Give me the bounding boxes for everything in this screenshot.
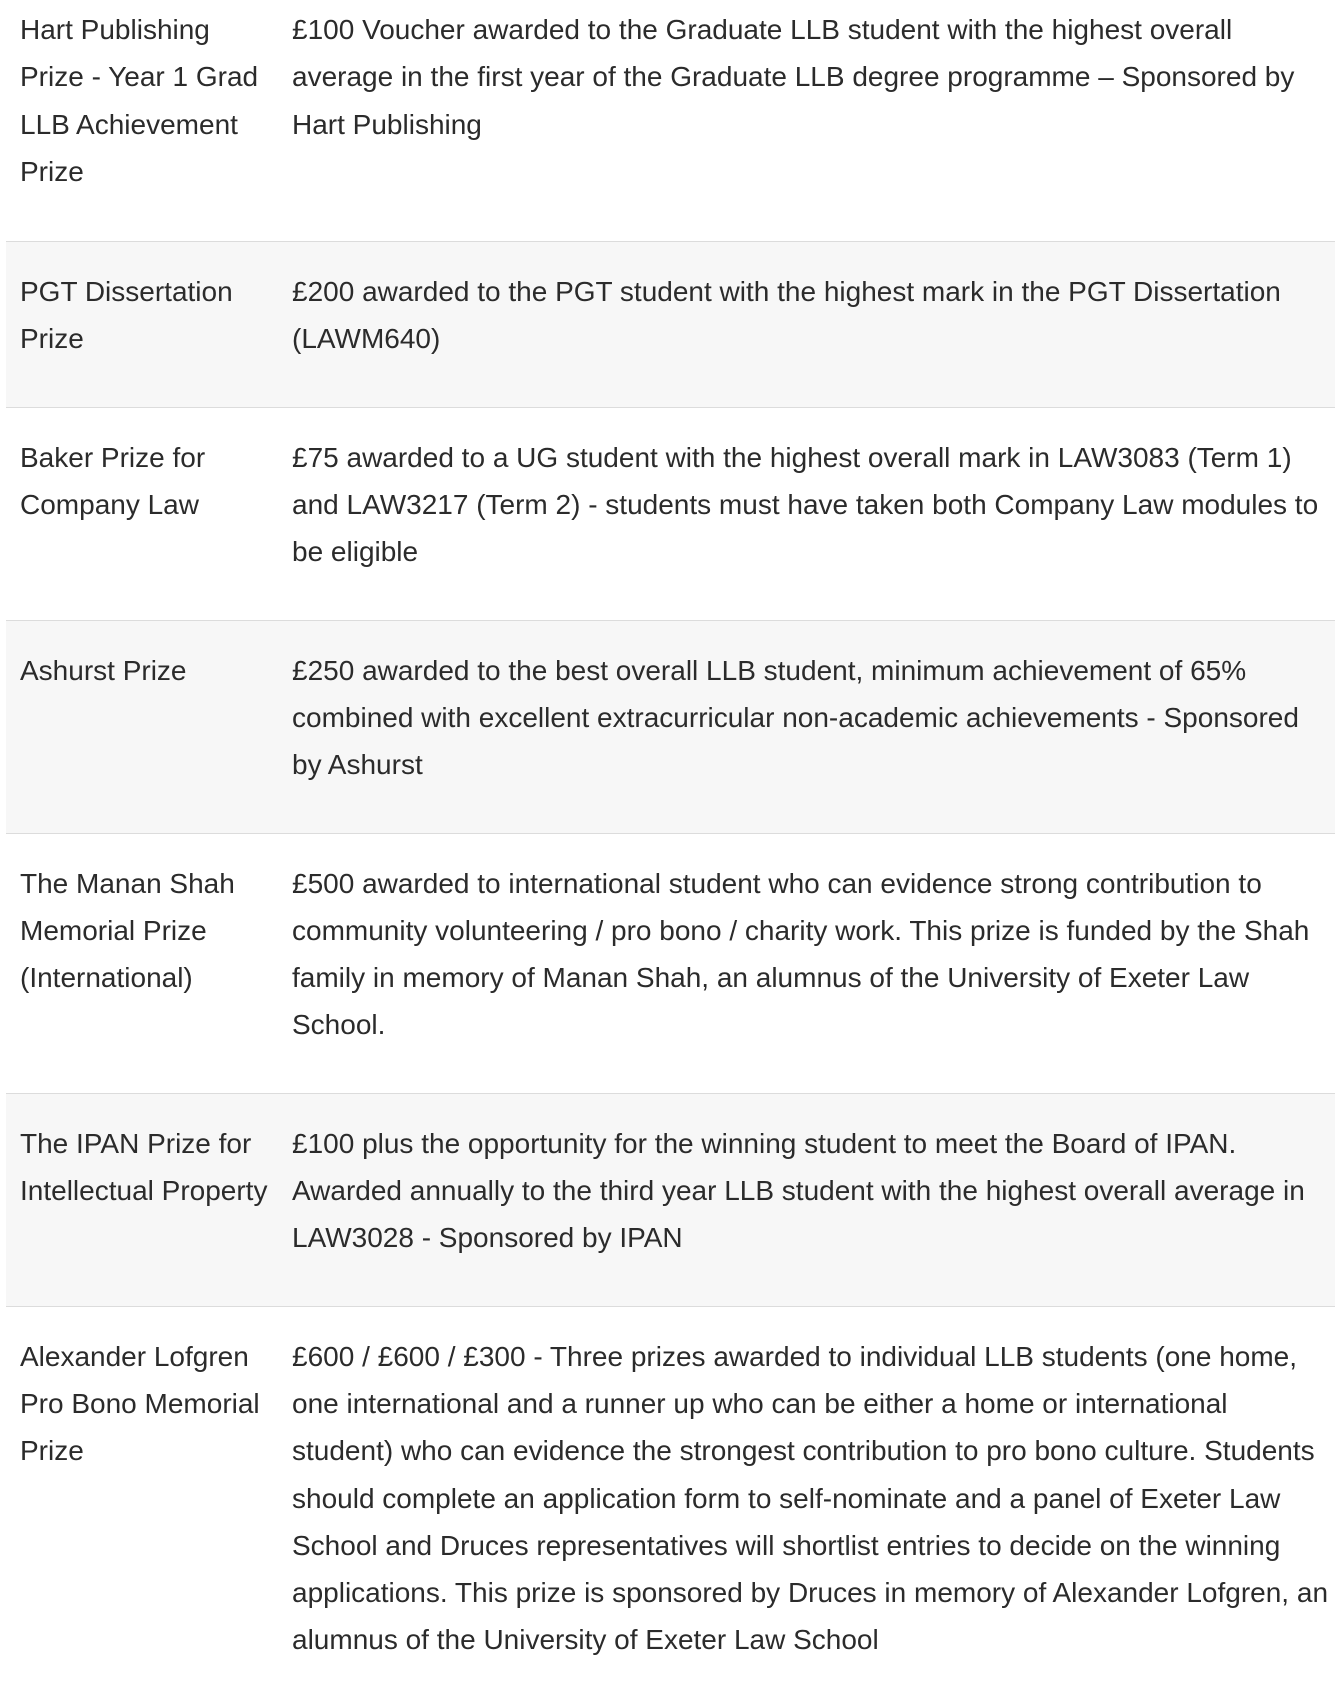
table-row [6, 620, 1335, 833]
prize-description: £600 / £600 / £300 - Three prizes awarded to individual LLB students (one home, one international and a runner up who can be either a home or international student) who can evidence the strongest contribution to pro bono culture. Students should complete an application form to self-nominate and a panel of Exeter Law School and Druces representatives will shortlist entries to decide on the winning applications. This prize is sponsored by Druces in memory of Alexander Lofgren, an alumnus of the University of Exeter Law School [276, 1306, 1335, 1668]
prize-name: Baker Prize for Company Law [6, 407, 276, 620]
prizes-table [6, 0, 1335, 1668]
prize-name: Hart Publishing Prize - Year 1 Grad LLB Achievement Prize [20, 14, 259, 187]
table-row [6, 407, 1335, 620]
prize-description: £250 awarded to the best overall LLB student, minimum achievement of 65% combined with excellent extracurricular non-academic achievements - Sponsored by Ashurst [276, 620, 1335, 833]
table-row [6, 0, 1335, 242]
prize-description: £500 awarded to international student who can evidence strong contribution to community volunteering / pro bono / charity work. This prize is funded by the Shah family in memory of Manan Shah, an alumnus of the University of Exeter Law School. [276, 833, 1335, 1093]
table-row [6, 833, 1335, 1093]
prize-description: £75 awarded to a UG student with the highest overall mark in LAW3083 (Term 1) and LAW3217 (Term 2) - students must have taken both Company Law modules to be eligible [276, 407, 1335, 620]
table-row [6, 1093, 1335, 1306]
prize-name: Alexander Lofgren Pro Bono Memorial Prize [6, 1306, 276, 1668]
prize-description: £200 awarded to the PGT student with the highest mark in the PGT Dissertation (LAWM640) [276, 242, 1335, 408]
prize-name: Ashurst Prize [6, 620, 276, 833]
prize-name: The Manan Shah Memorial Prize (International) [6, 833, 276, 1093]
table-row [6, 1306, 1335, 1668]
prize-name: The IPAN Prize for Intellectual Property [6, 1093, 276, 1306]
table-row [6, 242, 1335, 408]
prize-description: £100 plus the opportunity for the winning student to meet the Board of IPAN. Awarded annually to the third year LLB student with the highest overall average in LAW3028 - Sponsored by IPAN [276, 1093, 1335, 1306]
prize-name: PGT Dissertation Prize [6, 242, 276, 408]
prize-description: £100 Voucher awarded to the Graduate LLB student with the highest overall average in the first year of the Graduate LLB degree programme – Sponsored by Hart Publishing [292, 14, 1295, 140]
